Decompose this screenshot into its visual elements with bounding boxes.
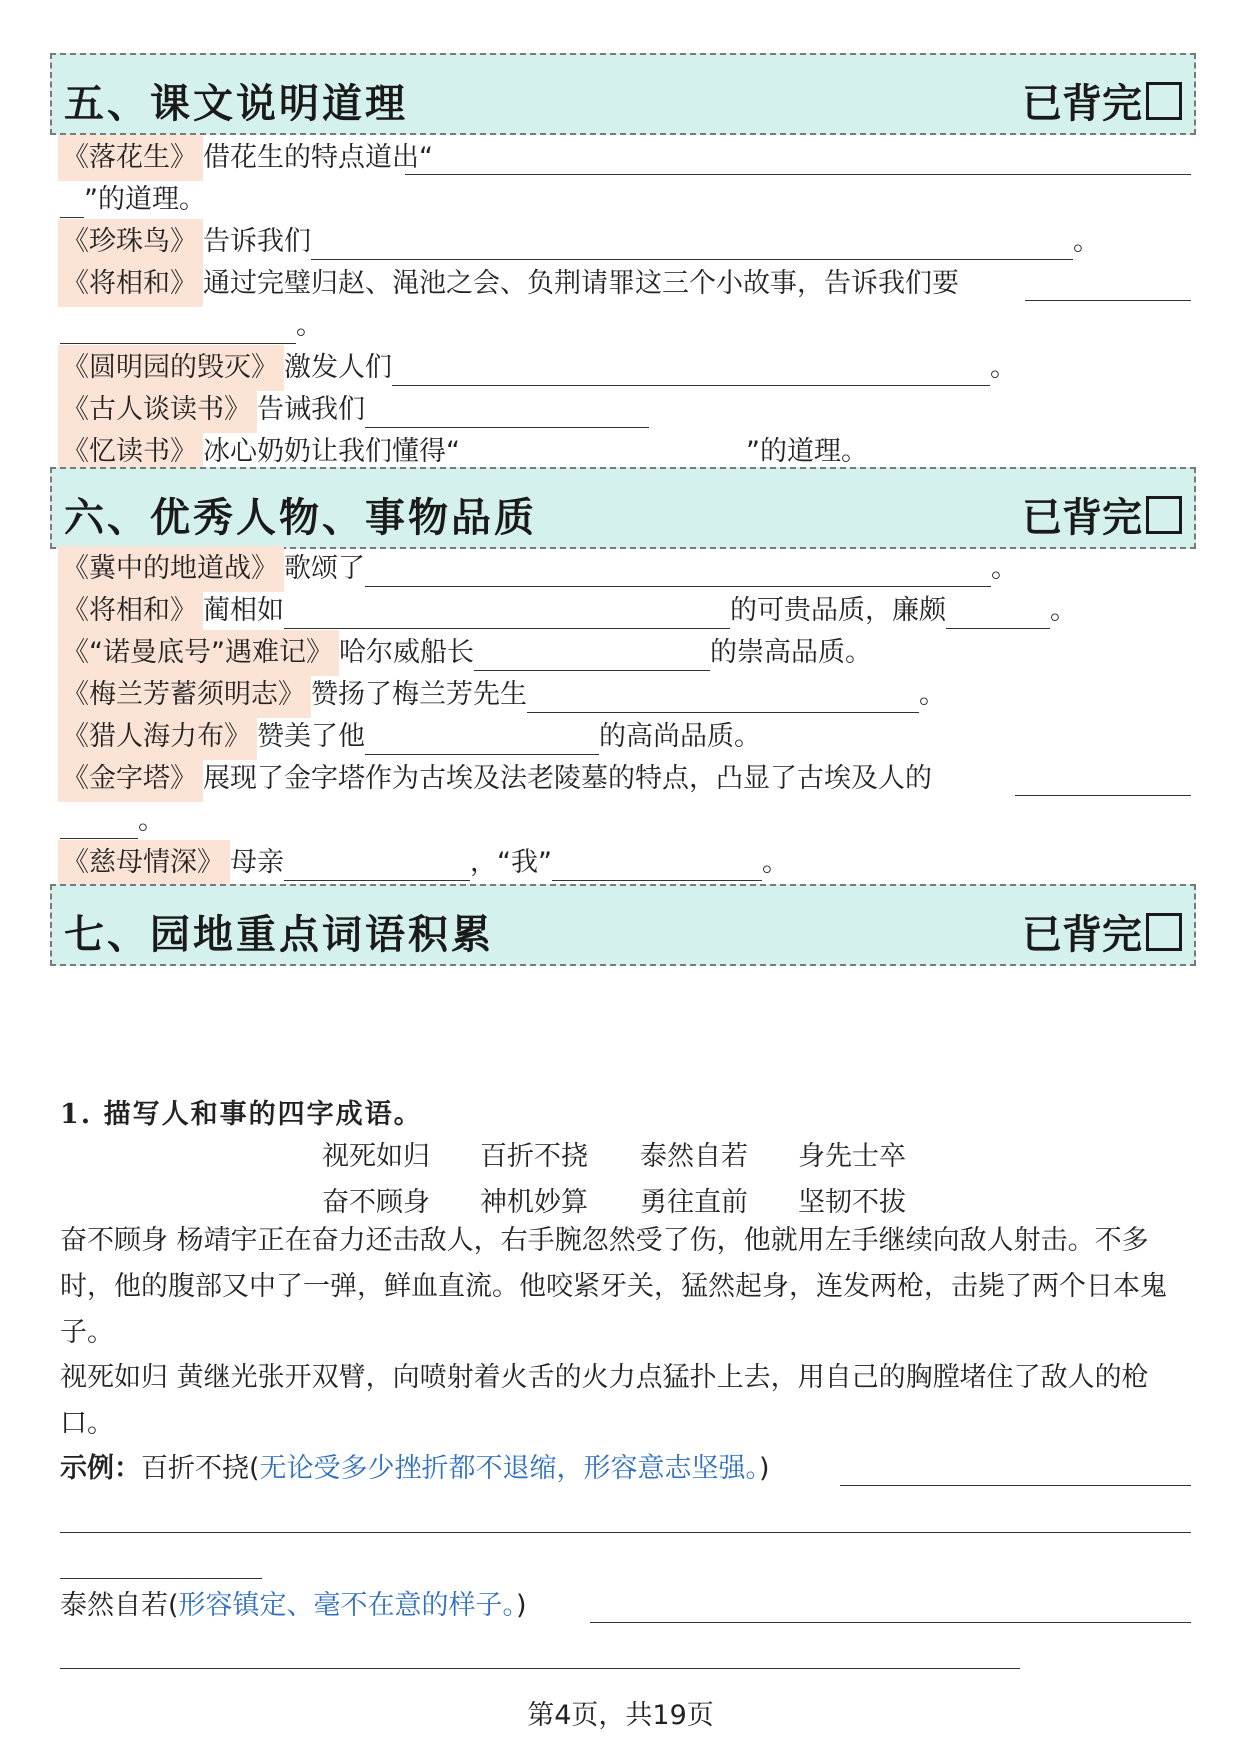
s6-line-4 [60, 672, 1191, 718]
done-marker [1022, 903, 1182, 960]
section-title: 七、园地重点词语积累 [64, 911, 494, 958]
line-text: ，“我” [470, 847, 552, 878]
line-end: 的崇高品质。 [709, 637, 872, 668]
fill-blank[interactable] [365, 546, 991, 587]
idiom: 神机妙算 [480, 1187, 588, 1218]
fill-blank[interactable] [552, 840, 762, 881]
s6-line-2 [60, 588, 1191, 634]
page-number: 第4页，共19页 [527, 1700, 714, 1731]
example-meaning: 形容镇定、毫不在意的样子。 [178, 1590, 517, 1621]
fill-blank[interactable] [840, 1485, 1191, 1486]
fill-blank[interactable] [60, 1578, 262, 1579]
book-title: 《忆读书》 [58, 429, 203, 475]
idiom-subheading: 1. 描写人和事的四字成语。 [60, 1099, 423, 1130]
line-text: 激发人们 [284, 352, 392, 383]
line-end: 。 [138, 805, 165, 836]
s5-line-4 [60, 261, 1191, 307]
fill-blank[interactable] [405, 174, 1191, 175]
fill-blank[interactable] [1025, 300, 1191, 301]
done-marker [1022, 486, 1182, 543]
line-text: 歌颂了 [284, 553, 365, 584]
example-word: 百折不挠( [141, 1453, 260, 1484]
line-end: 。 [1073, 226, 1100, 257]
example-close: ) [516, 1590, 527, 1621]
book-title: 《落花生》 [58, 135, 203, 181]
done-checkbox[interactable] [1146, 913, 1182, 951]
done-marker [1022, 72, 1182, 129]
fill-blank[interactable] [590, 1622, 1191, 1623]
line-end: 。 [990, 352, 1017, 383]
fill-blank[interactable] [284, 840, 470, 881]
line-text: 告诫我们 [257, 394, 365, 425]
line-end: ”的道理。 [746, 436, 868, 467]
idiom: 泰然自若 [640, 1141, 748, 1172]
section-header-5 [50, 53, 1196, 135]
s5-line-5 [60, 303, 1191, 349]
s5-line-2 [60, 177, 1191, 223]
line-text: 赞美了他 [257, 721, 365, 752]
fill-blank[interactable] [60, 1668, 1020, 1669]
done-label: 已背完 [1022, 494, 1142, 541]
fill-blank[interactable] [392, 345, 990, 386]
idiom: 身先士卒 [798, 1141, 906, 1172]
s5-line-6 [60, 345, 1191, 391]
done-checkbox[interactable] [1146, 496, 1182, 534]
line-end: 的高尚品质。 [599, 721, 761, 752]
fill-blank[interactable] [1015, 795, 1191, 796]
line-end: 。 [919, 679, 946, 710]
idiom: 勇往直前 [640, 1187, 748, 1218]
line-end: 。 [761, 847, 789, 878]
book-title: 《古人谈读书》 [58, 387, 257, 433]
section-title: 五、课文说明道理 [64, 80, 408, 127]
fill-blank[interactable] [365, 714, 599, 755]
line-text: 告诉我们 [203, 226, 311, 257]
line-text: 展现了金字塔作为古埃及法老陵墓的特点，凸显了古埃及人的 [203, 763, 932, 794]
s6-line-1 [60, 546, 1191, 592]
fill-blank[interactable] [365, 387, 649, 428]
book-title: 《将相和》 [58, 588, 203, 634]
line-text: 的可贵品质，廉颇 [730, 595, 946, 626]
example-label: 示例： [60, 1453, 141, 1484]
s5-line-7 [60, 387, 1191, 433]
s5-line-3 [60, 219, 1191, 265]
fill-blank[interactable] [527, 672, 919, 713]
s6-line-5 [60, 714, 1191, 760]
fill-blank[interactable] [311, 219, 1073, 260]
example-meaning: 无论受多少挫折都不退缩，形容意志坚强。 [259, 1453, 760, 1484]
book-title: 《金字塔》 [58, 756, 203, 802]
book-title: 《猎人海力布》 [58, 714, 257, 760]
done-label: 已背完 [1022, 80, 1142, 127]
line-text: 借花生的特点道出“ [203, 142, 433, 173]
line-end: 。 [1050, 595, 1077, 626]
book-title: 《冀中的地道战》 [58, 546, 284, 592]
fill-blank[interactable] [460, 429, 746, 470]
book-title: 《“诺曼底号”遇难记》 [58, 630, 339, 676]
book-title: 《梅兰芳蓄须明志》 [58, 672, 311, 718]
example-paragraph-2: 视死如归 黄继光张开双臂，向喷射着火舌的火力点猛扑上去，用自己的胸膛堵住了敌人的枪口。 [60, 1362, 1149, 1439]
line-text: 通过完璧归赵、渑池之会、负荆请罪这三个小故事，告诉我们要 [203, 268, 959, 299]
line-text: 蔺相如 [203, 595, 284, 626]
line-text: 冰心奶奶让我们懂得“ [203, 436, 460, 467]
line-text: 哈尔威船长 [338, 637, 474, 668]
line-text: 母亲 [230, 847, 284, 878]
s6-line-3 [60, 630, 1191, 676]
line-text: 赞扬了梅兰芳先生 [311, 679, 527, 710]
done-label: 已背完 [1022, 911, 1142, 958]
book-title: 《珍珠鸟》 [58, 219, 203, 265]
section-header-6 [50, 467, 1196, 549]
idiom: 奋不顾身 [322, 1187, 430, 1218]
line-end: 。 [991, 553, 1018, 584]
fill-blank[interactable] [60, 303, 296, 344]
fill-blank[interactable] [946, 588, 1050, 629]
idiom: 视死如归 [322, 1141, 430, 1172]
book-title: 《慈母情深》 [58, 840, 230, 886]
line-end: 。 [296, 310, 323, 341]
done-checkbox[interactable] [1146, 82, 1182, 120]
example-close: ) [759, 1453, 770, 1484]
fill-blank[interactable] [474, 630, 710, 671]
fill-blank[interactable] [60, 1532, 1191, 1533]
idiom: 百折不挠 [480, 1141, 588, 1172]
line-text: ”的道理。 [84, 184, 206, 215]
book-title: 《将相和》 [58, 261, 203, 307]
example-paragraph-1: 奋不顾身 杨靖宇正在奋力还击敌人，右手腕忽然受了伤，他就用左手继续向敌人射击。不多时，他的腹部又中了一弹，鲜血直流。他咬紧牙关，猛然起身，连发两枪，击毙了两个日本鬼子。 [60, 1225, 1167, 1348]
fill-blank[interactable] [284, 588, 730, 629]
fill-blank[interactable] [60, 798, 138, 839]
section-header-7 [50, 884, 1196, 966]
idiom: 坚韧不拔 [798, 1187, 906, 1218]
book-title: 《圆明园的毁灭》 [58, 345, 284, 391]
fill-blank[interactable] [60, 177, 84, 218]
s6-line-7 [60, 798, 1191, 844]
example-word: 泰然自若( [60, 1590, 179, 1621]
s6-line-8 [60, 840, 1191, 886]
section-title: 六、优秀人物、事物品质 [64, 494, 537, 541]
